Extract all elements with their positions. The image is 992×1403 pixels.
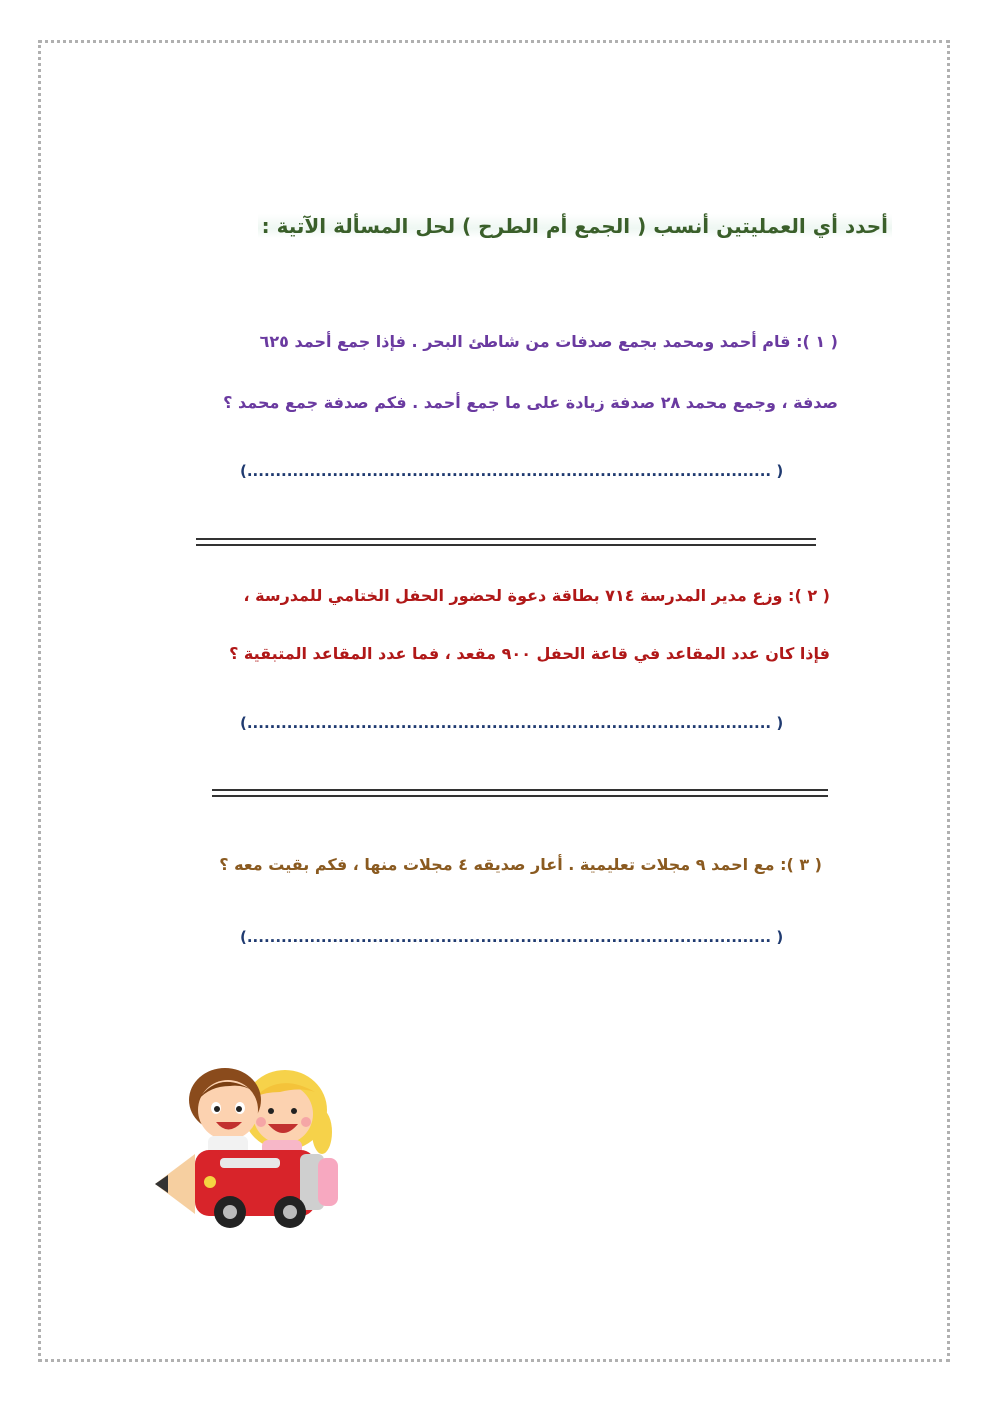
question-1-line-1: ( ١ ): قام أحمد ومحمد بجمع صدفات من شاطئ البحر . فإذا جمع أحمد ٦٢٥ <box>259 332 838 351</box>
question-1-answer-line[interactable]: (............................................................................................ ) <box>240 462 784 480</box>
question-2-answer-line[interactable]: (............................................................................................ ) <box>240 714 784 732</box>
question-3-answer-line[interactable]: (............................................................................................ ) <box>240 928 784 946</box>
question-3-line-1: ( ٣ ): مع احمد ٩ مجلات تعليمية . أعار صديقه ٤ مجلات منها ، فكم بقيت معه ؟ <box>219 855 822 874</box>
question-2-line-2: فإذا كان عدد المقاعد في قاعة الحفل ٩٠٠ مقعد ، فما عدد المقاعد المتبقية ؟ <box>229 644 830 663</box>
worksheet-title: أحدد أي العمليتين أنسب ( الجمع أم الطرح ) لحل المسألة الآتية : <box>258 214 892 238</box>
kids-pencil-car-illustration <box>150 1062 345 1232</box>
question-1-line-2: صدفة ، وجمع محمد ٢٨ صدفة زيادة على ما جمع أحمد . فكم صدفة جمع محمد ؟ <box>223 393 838 412</box>
separator-2 <box>212 789 828 797</box>
question-2-line-1: ( ٢ ): وزع مدير المدرسة ٧١٤ بطاقة دعوة لحضور الحفل الختامي للمدرسة ، <box>243 586 830 605</box>
separator-1 <box>196 538 816 546</box>
